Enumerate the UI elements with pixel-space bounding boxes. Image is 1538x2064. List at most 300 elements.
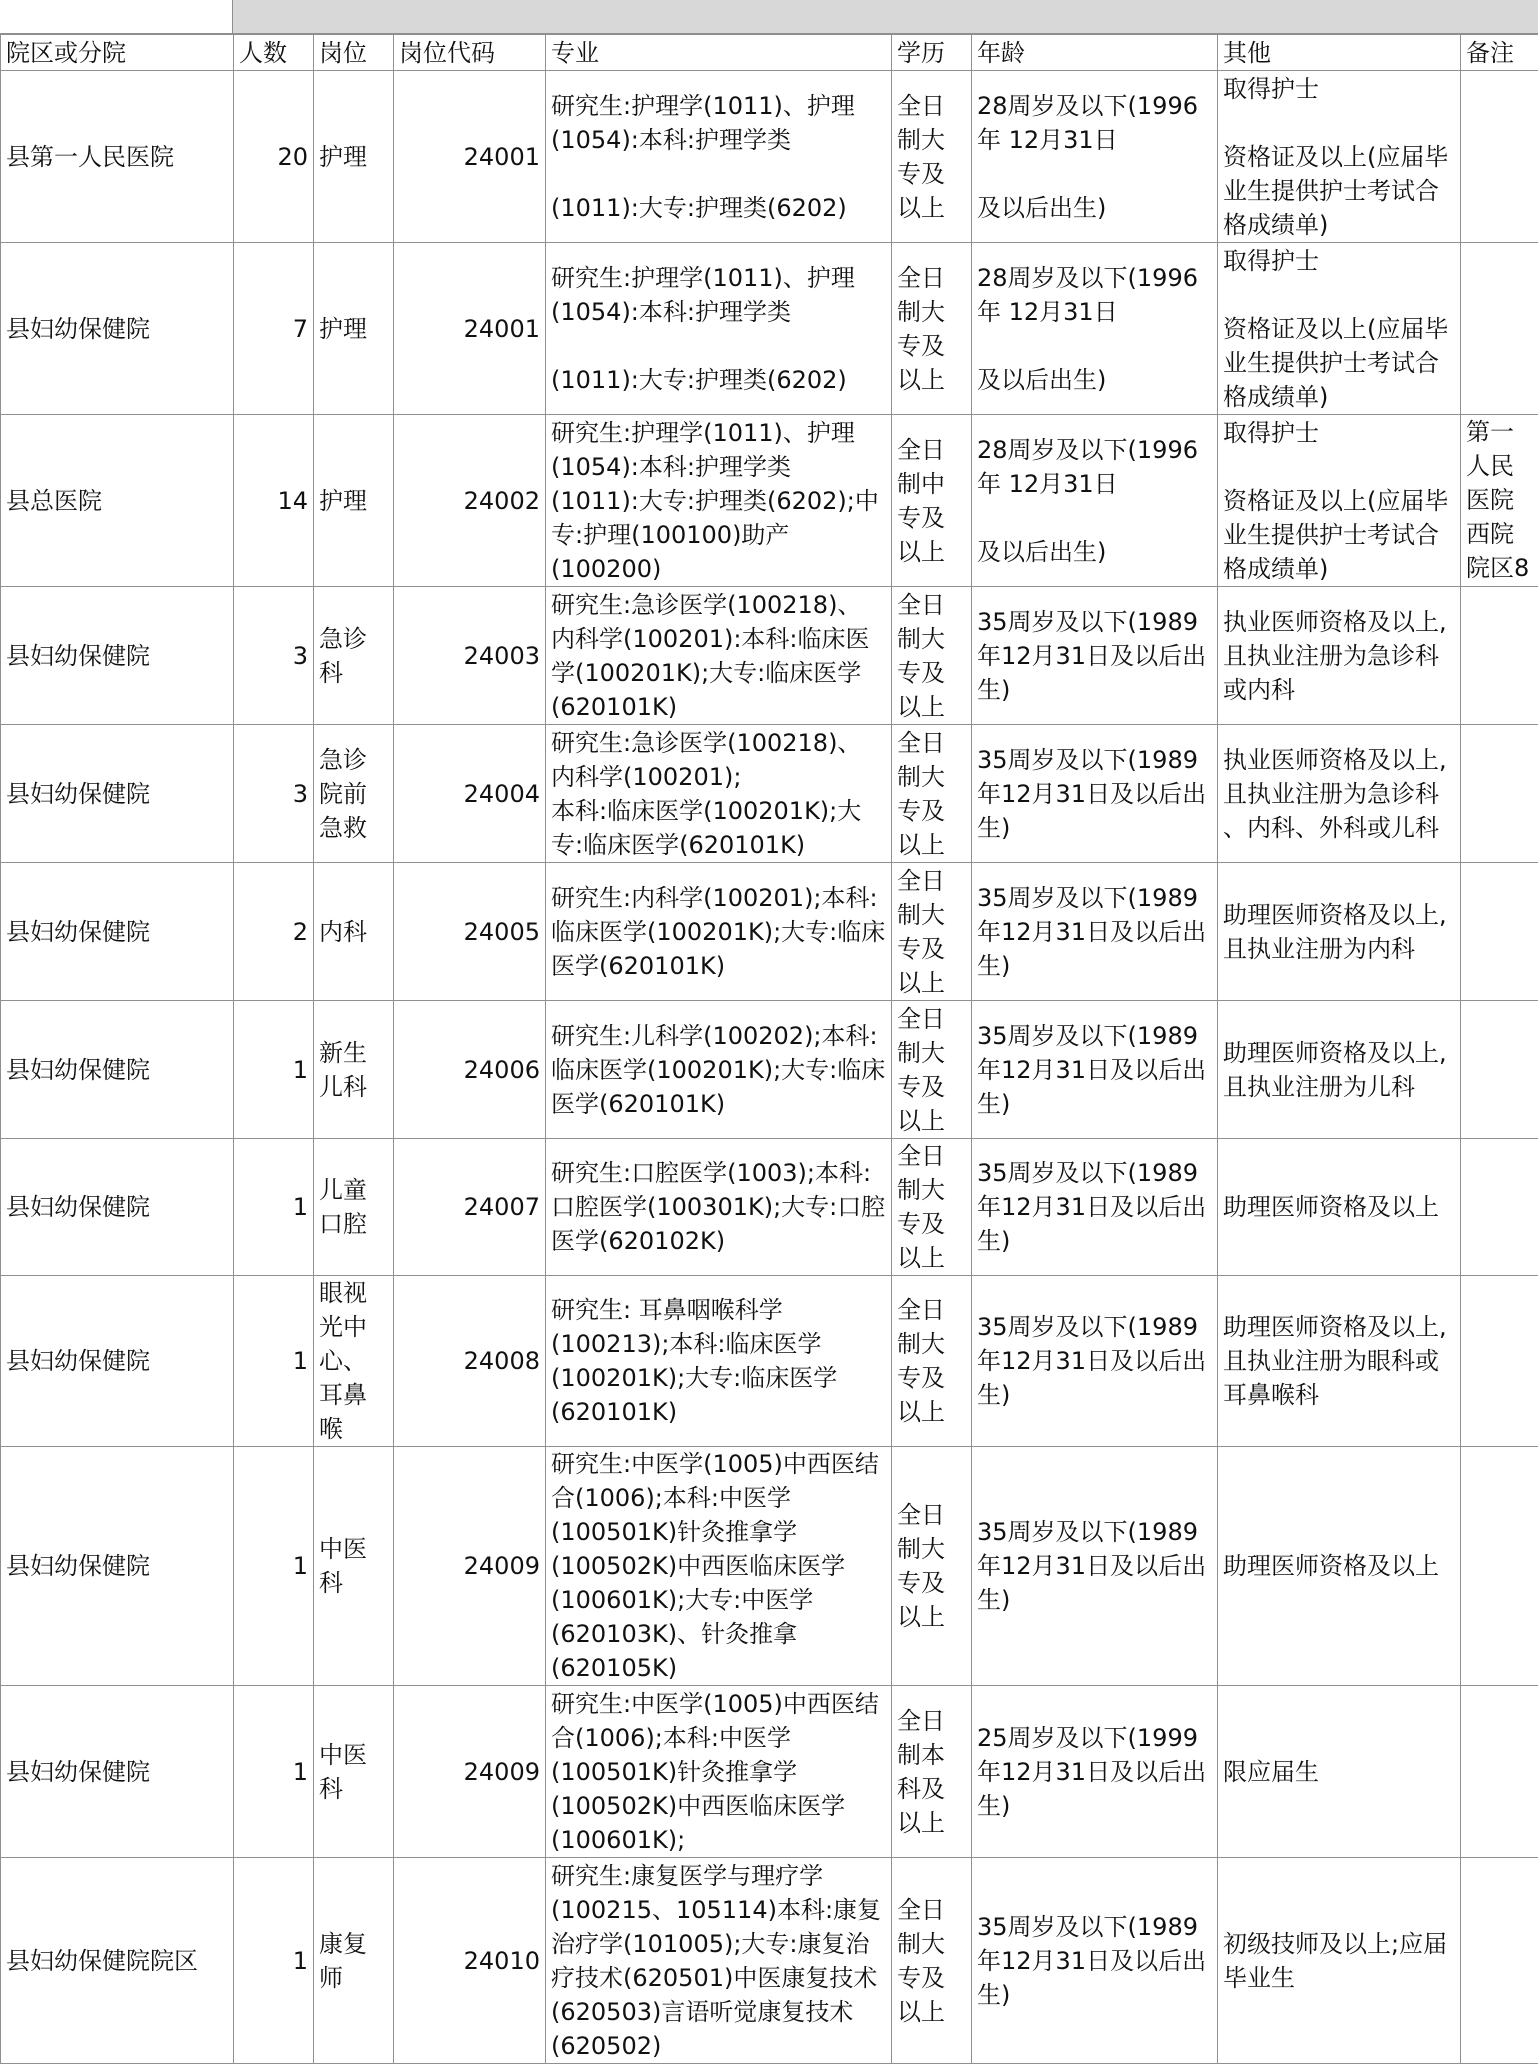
education-cell-line: 制中: [897, 467, 966, 501]
top-shaded-cell: [233, 0, 1538, 34]
age-cell-line: 35周岁及以下(1989: [977, 605, 1212, 639]
header-row: [1, 35, 1538, 71]
table-row: [1, 725, 1538, 863]
code-cell: 24009: [394, 1686, 546, 1858]
table-row: [1, 863, 1538, 1001]
recruitment-table: [0, 34, 1538, 2064]
post-cell-line: 急救: [319, 811, 388, 845]
header-hospital: 院区或分院: [1, 35, 234, 71]
education-cell-line: 专及: [897, 501, 966, 535]
other-cell: [1218, 1139, 1461, 1276]
education-cell-line: 专及: [897, 794, 966, 828]
other-cell-line: 执业医师资格及以上,: [1223, 743, 1455, 777]
post-cell: [314, 863, 394, 1001]
age-cell-line: 年12月31日及以后出: [977, 777, 1212, 811]
post-cell-line: 中医: [319, 1532, 388, 1566]
education-cell: [892, 587, 972, 725]
post-cell-line: 护理: [319, 140, 388, 174]
major-cell-line: 医学(620102K): [551, 1224, 886, 1258]
count-cell: 1: [234, 1276, 314, 1447]
major-cell-line: 内科学(100201):本科:临床医: [551, 622, 886, 656]
major-cell: [546, 1276, 892, 1447]
remark-cell-line: 医院: [1466, 483, 1533, 517]
count-cell: 1: [234, 1139, 314, 1276]
education-cell-line: 制大: [897, 760, 966, 794]
age-cell-line: [977, 501, 1212, 535]
age-cell: [972, 415, 1218, 587]
major-cell-line: (100213);本科:临床医学: [551, 1327, 886, 1361]
post-cell-line: 光中: [319, 1310, 388, 1344]
education-cell-line: 制大: [897, 295, 966, 329]
education-cell-line: 全日: [897, 261, 966, 295]
age-cell-line: 及以后出生): [977, 191, 1212, 225]
major-cell-line: 研究生:康复医学与理疗学: [551, 1859, 886, 1893]
age-cell-line: 年12月31日及以后出: [977, 1344, 1212, 1378]
other-cell: [1218, 1001, 1461, 1139]
post-cell-line: 心、: [319, 1344, 388, 1378]
education-cell: [892, 1139, 972, 1276]
major-cell: [546, 1447, 892, 1686]
other-cell-line: 格成绩单): [1223, 552, 1455, 586]
post-cell-line: 儿科: [319, 1070, 388, 1104]
major-cell-line: 治疗学(101005);大专:康复治: [551, 1927, 886, 1961]
other-cell: [1218, 1276, 1461, 1447]
remark-cell: [1461, 1001, 1538, 1139]
other-cell-line: 、内科、外科或儿科: [1223, 811, 1455, 845]
post-cell-line: 口腔: [319, 1207, 388, 1241]
education-cell-line: 全日: [897, 1002, 966, 1036]
count-cell: 1: [234, 1001, 314, 1139]
header-age: 年龄: [972, 35, 1218, 71]
major-cell-line: (100501K)针灸推拿学: [551, 1755, 886, 1789]
code-cell: 24002: [394, 415, 546, 587]
remark-cell: [1461, 863, 1538, 1001]
age-cell-line: 28周岁及以下(1996: [977, 89, 1212, 123]
other-cell-line: 执业医师资格及以上,: [1223, 605, 1455, 639]
code-cell: 24006: [394, 1001, 546, 1139]
post-cell-line: 儿童: [319, 1173, 388, 1207]
education-cell: [892, 1447, 972, 1686]
other-cell-line: 业生提供护士考试合: [1223, 518, 1455, 552]
major-cell-line: (620101K): [551, 1395, 886, 1429]
table-row: [1, 587, 1538, 725]
major-cell-line: 内科学(100201);: [551, 760, 886, 794]
major-cell-line: 临床医学(100201K);大专:临床: [551, 1053, 886, 1087]
top-header-bar: [0, 0, 1538, 34]
post-cell: [314, 587, 394, 725]
major-cell-line: [551, 157, 886, 191]
major-cell-line: (100601K);大专:中医学: [551, 1583, 886, 1617]
education-cell-line: 以上: [897, 966, 966, 1000]
major-cell-line: (1054):本科:护理学类: [551, 295, 886, 329]
remark-cell: [1461, 1447, 1538, 1686]
hospital-cell: 县妇幼保健院: [1, 587, 234, 725]
other-cell-line: 且执业注册为内科: [1223, 932, 1455, 966]
education-cell-line: 制大: [897, 1532, 966, 1566]
hospital-cell: 县妇幼保健院: [1, 1001, 234, 1139]
education-cell-line: 以上: [897, 1806, 966, 1840]
age-cell: [972, 243, 1218, 415]
major-cell-line: 研究生:护理学(1011)、护理: [551, 261, 886, 295]
age-cell-line: 年12月31日及以后出: [977, 1944, 1212, 1978]
post-cell-line: 科: [319, 1772, 388, 1806]
age-cell-line: 年12月31日及以后出: [977, 915, 1212, 949]
post-cell: [314, 1858, 394, 2064]
count-cell: 1: [234, 1686, 314, 1858]
header-code: 岗位代码: [394, 35, 546, 71]
age-cell-line: 年 12月31日: [977, 467, 1212, 501]
age-cell-line: 28周岁及以下(1996: [977, 261, 1212, 295]
table-body: [1, 71, 1538, 2064]
other-cell-line: 资格证及以上(应届毕: [1223, 140, 1455, 174]
major-cell-line: (620103K)、针灸推拿: [551, 1617, 886, 1651]
age-cell: [972, 725, 1218, 863]
education-cell-line: 全日: [897, 1498, 966, 1532]
education-cell-line: 科及: [897, 1772, 966, 1806]
post-cell-line: 护理: [319, 484, 388, 518]
major-cell-line: 学(100201K);大专:临床医学: [551, 656, 886, 690]
major-cell-line: (1011):大专:护理类(6202);中: [551, 484, 886, 518]
post-cell-line: 喉: [319, 1412, 388, 1446]
post-cell: [314, 1686, 394, 1858]
education-cell-line: 专及: [897, 932, 966, 966]
other-cell: [1218, 71, 1461, 243]
education-cell: [892, 71, 972, 243]
hospital-cell: 县妇幼保健院院区: [1, 1858, 234, 2064]
age-cell-line: 35周岁及以下(1989: [977, 1910, 1212, 1944]
education-cell-line: 专及: [897, 329, 966, 363]
table-row: [1, 1139, 1538, 1276]
remark-cell-line: 第一: [1466, 415, 1533, 449]
other-cell-line: 取得护士: [1223, 244, 1455, 278]
age-cell-line: 35周岁及以下(1989: [977, 1515, 1212, 1549]
other-cell-line: [1223, 278, 1455, 312]
age-cell-line: 及以后出生): [977, 535, 1212, 569]
hospital-cell: 县总医院: [1, 415, 234, 587]
age-cell-line: 生): [977, 1087, 1212, 1121]
other-cell: [1218, 725, 1461, 863]
count-cell: 3: [234, 587, 314, 725]
major-cell-line: 研究生:急诊医学(100218)、: [551, 588, 886, 622]
education-cell-line: 以上: [897, 828, 966, 862]
age-cell: [972, 71, 1218, 243]
major-cell: [546, 71, 892, 243]
table-row: [1, 1276, 1538, 1447]
education-cell-line: 专及: [897, 1566, 966, 1600]
age-cell-line: 35周岁及以下(1989: [977, 743, 1212, 777]
major-cell-line: (100201K);大专:临床医学: [551, 1361, 886, 1395]
other-cell-line: 且执业注册为急诊科: [1223, 639, 1455, 673]
code-cell: 24007: [394, 1139, 546, 1276]
major-cell-line: (1011):大专:护理类(6202): [551, 191, 886, 225]
post-cell: [314, 415, 394, 587]
major-cell-line: 医学(620101K): [551, 1087, 886, 1121]
other-cell-line: 取得护士: [1223, 72, 1455, 106]
major-cell-line: (620101K): [551, 690, 886, 724]
other-cell-line: 耳鼻喉科: [1223, 1378, 1455, 1412]
major-cell-line: 专:临床医学(620101K): [551, 828, 886, 862]
remark-cell-line: 院区8: [1466, 551, 1533, 585]
hospital-cell: 县妇幼保健院: [1, 1139, 234, 1276]
age-cell-line: 生): [977, 673, 1212, 707]
table-row: [1, 1001, 1538, 1139]
education-cell: [892, 1686, 972, 1858]
education-cell: [892, 1858, 972, 2064]
remark-cell: [1461, 725, 1538, 863]
post-cell: [314, 1139, 394, 1276]
major-cell-line: (100215、105114)本科:康复: [551, 1893, 886, 1927]
major-cell-line: (620503)言语听觉康复技术: [551, 1995, 886, 2029]
education-cell-line: 以上: [897, 1104, 966, 1138]
major-cell: [546, 1139, 892, 1276]
code-cell: 24001: [394, 71, 546, 243]
education-cell-line: 制大: [897, 1327, 966, 1361]
hospital-cell: 县妇幼保健院: [1, 243, 234, 415]
age-cell: [972, 587, 1218, 725]
major-cell-line: 临床医学(100201K);大专:临床: [551, 915, 886, 949]
age-cell-line: 35周岁及以下(1989: [977, 1156, 1212, 1190]
major-cell: [546, 1858, 892, 2064]
count-cell: 1: [234, 1447, 314, 1686]
age-cell-line: 35周岁及以下(1989: [977, 881, 1212, 915]
table-row: [1, 1447, 1538, 1686]
major-cell-line: (620502): [551, 2029, 886, 2063]
major-cell-line: [551, 329, 886, 363]
education-cell-line: 制大: [897, 1036, 966, 1070]
post-cell-line: 耳鼻: [319, 1378, 388, 1412]
post-cell-line: 科: [319, 656, 388, 690]
post-cell-line: 院前: [319, 777, 388, 811]
major-cell-line: 研究生: 耳鼻咽喉科学: [551, 1293, 886, 1327]
count-cell: 2: [234, 863, 314, 1001]
age-cell-line: 年 12月31日: [977, 123, 1212, 157]
education-cell-line: 制大: [897, 1927, 966, 1961]
education-cell: [892, 725, 972, 863]
hospital-cell: 县妇幼保健院: [1, 1276, 234, 1447]
header-post: 岗位: [314, 35, 394, 71]
post-cell-line: 康复: [319, 1927, 388, 1961]
major-cell-line: (100200): [551, 552, 886, 586]
other-cell: [1218, 1447, 1461, 1686]
age-cell-line: 25周岁及以下(1999: [977, 1721, 1212, 1755]
education-cell-line: 全日: [897, 1704, 966, 1738]
post-cell-line: 急诊: [319, 743, 388, 777]
post-cell: [314, 1276, 394, 1447]
education-cell-line: 专及: [897, 1070, 966, 1104]
other-cell-line: 限应届生: [1223, 1755, 1455, 1789]
major-cell-line: (100501K)针灸推拿学: [551, 1515, 886, 1549]
table-row: [1, 1858, 1538, 2064]
major-cell-line: 合(1006);本科:中医学: [551, 1481, 886, 1515]
major-cell: [546, 863, 892, 1001]
major-cell-line: (1011):大专:护理类(6202): [551, 363, 886, 397]
education-cell-line: 全日: [897, 1893, 966, 1927]
other-cell-line: 业生提供护士考试合: [1223, 346, 1455, 380]
education-cell-line: 以上: [897, 1241, 966, 1275]
major-cell-line: 研究生:中医学(1005)中西医结: [551, 1687, 886, 1721]
age-cell-line: [977, 157, 1212, 191]
table-row: [1, 1686, 1538, 1858]
remark-cell-line: 西院: [1466, 517, 1533, 551]
major-cell: [546, 1686, 892, 1858]
age-cell: [972, 1858, 1218, 2064]
education-cell-line: 专及: [897, 1207, 966, 1241]
education-cell: [892, 1001, 972, 1139]
age-cell-line: 生): [977, 1224, 1212, 1258]
code-cell: 24009: [394, 1447, 546, 1686]
age-cell-line: 年12月31日及以后出: [977, 639, 1212, 673]
post-cell-line: 师: [319, 1961, 388, 1995]
count-cell: 1: [234, 1858, 314, 2064]
post-cell-line: 中医: [319, 1738, 388, 1772]
age-cell-line: 生): [977, 1583, 1212, 1617]
age-cell-line: 生): [977, 1789, 1212, 1823]
education-cell: [892, 1276, 972, 1447]
remark-cell: [1461, 587, 1538, 725]
count-cell: 14: [234, 415, 314, 587]
table-row: [1, 71, 1538, 243]
hospital-cell: 县妇幼保健院: [1, 863, 234, 1001]
other-cell-line: 毕业生: [1223, 1961, 1455, 1995]
age-cell-line: 生): [977, 811, 1212, 845]
education-cell-line: 全日: [897, 726, 966, 760]
other-cell: [1218, 1686, 1461, 1858]
age-cell: [972, 1139, 1218, 1276]
count-cell: 20: [234, 71, 314, 243]
top-empty-cell: [0, 0, 233, 34]
header-major: 专业: [546, 35, 892, 71]
remark-cell: [1461, 1858, 1538, 2064]
table-row: [1, 243, 1538, 415]
other-cell-line: [1223, 450, 1455, 484]
code-cell: 24010: [394, 1858, 546, 2064]
age-cell: [972, 1276, 1218, 1447]
major-cell-line: 研究生:急诊医学(100218)、: [551, 726, 886, 760]
other-cell-line: 助理医师资格及以上,: [1223, 1036, 1455, 1070]
other-cell-line: [1223, 106, 1455, 140]
other-cell: [1218, 415, 1461, 587]
major-cell-line: (100601K);: [551, 1823, 886, 1857]
major-cell: [546, 415, 892, 587]
age-cell-line: 生): [977, 1978, 1212, 2012]
age-cell-line: 35周岁及以下(1989: [977, 1310, 1212, 1344]
code-cell: 24004: [394, 725, 546, 863]
education-cell-line: 制大: [897, 123, 966, 157]
remark-cell: [1461, 243, 1538, 415]
major-cell-line: (620105K): [551, 1651, 886, 1685]
hospital-cell: 县妇幼保健院: [1, 1686, 234, 1858]
major-cell: [546, 243, 892, 415]
age-cell-line: 生): [977, 1378, 1212, 1412]
major-cell-line: 疗技术(620501)中医康复技术: [551, 1961, 886, 1995]
education-cell-line: 全日: [897, 89, 966, 123]
other-cell-line: 资格证及以上(应届毕: [1223, 484, 1455, 518]
header-other: 其他: [1218, 35, 1461, 71]
other-cell: [1218, 243, 1461, 415]
education-cell-line: 全日: [897, 1293, 966, 1327]
education-cell-line: 制本: [897, 1738, 966, 1772]
education-cell-line: 全日: [897, 1139, 966, 1173]
major-cell: [546, 725, 892, 863]
age-cell-line: 年12月31日及以后出: [977, 1549, 1212, 1583]
education-cell-line: 专及: [897, 157, 966, 191]
remark-cell: [1461, 1139, 1538, 1276]
major-cell-line: 研究生:内科学(100201);本科:: [551, 881, 886, 915]
age-cell-line: 28周岁及以下(1996: [977, 433, 1212, 467]
age-cell-line: 及以后出生): [977, 363, 1212, 397]
table-row: [1, 415, 1538, 587]
education-cell-line: 专及: [897, 1961, 966, 1995]
post-cell: [314, 725, 394, 863]
other-cell-line: 且执业注册为眼科或: [1223, 1344, 1455, 1378]
post-cell-line: 内科: [319, 915, 388, 949]
major-cell-line: 口腔医学(100301K);大专:口腔: [551, 1190, 886, 1224]
remark-cell: [1461, 415, 1538, 587]
education-cell-line: 全日: [897, 864, 966, 898]
education-cell-line: 全日: [897, 433, 966, 467]
major-cell-line: 合(1006);本科:中医学: [551, 1721, 886, 1755]
other-cell-line: 且执业注册为急诊科: [1223, 777, 1455, 811]
education-cell-line: 制大: [897, 1173, 966, 1207]
education-cell-line: 专及: [897, 656, 966, 690]
post-cell: [314, 1447, 394, 1686]
major-cell-line: 研究生:儿科学(100202);本科:: [551, 1019, 886, 1053]
other-cell-line: 格成绩单): [1223, 208, 1455, 242]
other-cell-line: 助理医师资格及以上,: [1223, 898, 1455, 932]
major-cell-line: 研究生:护理学(1011)、护理: [551, 416, 886, 450]
education-cell-line: 以上: [897, 1995, 966, 2029]
major-cell-line: 研究生:中医学(1005)中西医结: [551, 1447, 886, 1481]
major-cell-line: (100502K)中西医临床医学: [551, 1789, 886, 1823]
education-cell: [892, 863, 972, 1001]
other-cell-line: 助理医师资格及以上: [1223, 1190, 1455, 1224]
other-cell-line: 取得护士: [1223, 416, 1455, 450]
hospital-cell: 县妇幼保健院: [1, 1447, 234, 1686]
education-cell-line: 全日: [897, 588, 966, 622]
education-cell-line: 以上: [897, 535, 966, 569]
post-cell-line: 眼视: [319, 1276, 388, 1310]
age-cell-line: 生): [977, 949, 1212, 983]
other-cell-line: 助理医师资格及以上: [1223, 1549, 1455, 1583]
post-cell-line: 急诊: [319, 622, 388, 656]
other-cell: [1218, 1858, 1461, 2064]
major-cell: [546, 1001, 892, 1139]
hospital-cell: 县第一人民医院: [1, 71, 234, 243]
education-cell-line: 以上: [897, 363, 966, 397]
other-cell-line: 且执业注册为儿科: [1223, 1070, 1455, 1104]
header-education: 学历: [892, 35, 972, 71]
education-cell-line: 专及: [897, 1361, 966, 1395]
major-cell-line: 医学(620101K): [551, 949, 886, 983]
age-cell: [972, 863, 1218, 1001]
post-cell: [314, 243, 394, 415]
major-cell-line: (1054):本科:护理学类: [551, 450, 886, 484]
code-cell: 24005: [394, 863, 546, 1001]
other-cell: [1218, 587, 1461, 725]
major-cell-line: 本科:临床医学(100201K);大: [551, 794, 886, 828]
remark-cell: [1461, 71, 1538, 243]
header-count: 人数: [234, 35, 314, 71]
major-cell-line: 专:护理(100100)助产: [551, 518, 886, 552]
post-cell-line: 护理: [319, 312, 388, 346]
remark-cell-line: 人民: [1466, 449, 1533, 483]
education-cell-line: 制大: [897, 898, 966, 932]
other-cell-line: 格成绩单): [1223, 380, 1455, 414]
code-cell: 24008: [394, 1276, 546, 1447]
other-cell-line: 资格证及以上(应届毕: [1223, 312, 1455, 346]
code-cell: 24003: [394, 587, 546, 725]
education-cell: [892, 415, 972, 587]
